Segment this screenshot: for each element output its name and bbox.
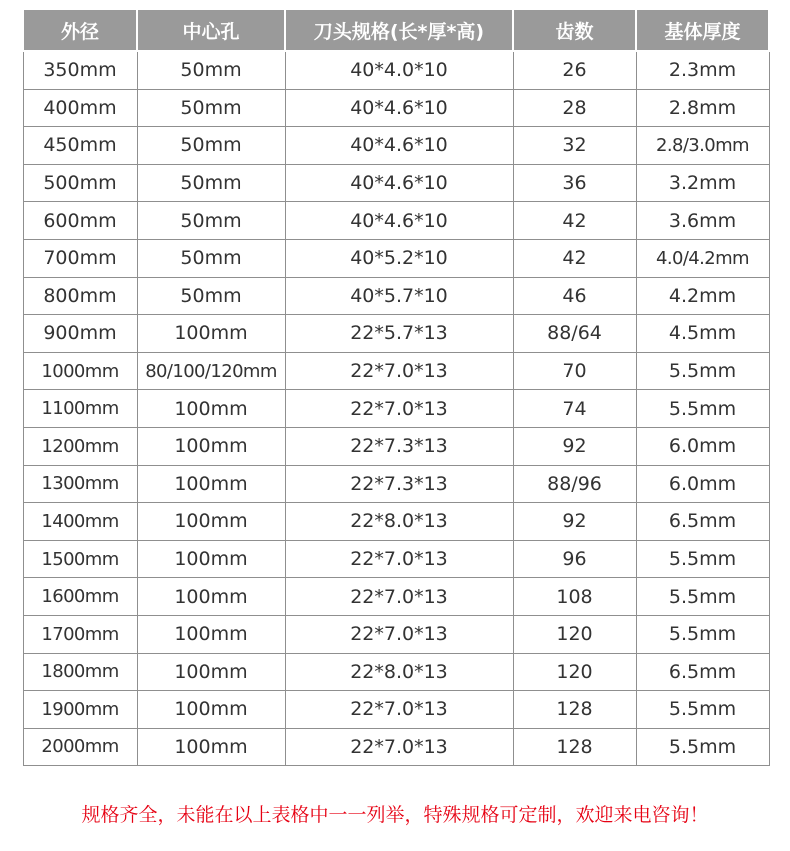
cell-teeth-count: 120 [513,615,636,653]
cell-outer-diameter: 900mm [23,315,137,353]
cell-outer-diameter: 450mm [23,127,137,165]
table-row [23,691,769,729]
table-row [23,202,769,240]
cell-segment-spec: 22*7.3*13 [285,465,513,503]
cell-segment-spec: 22*7.0*13 [285,728,513,766]
cell-outer-diameter: 1100mm [23,390,137,428]
cell-base-thickness: 5.5mm [636,352,769,390]
cell-base-thickness: 5.5mm [636,390,769,428]
spec-table [22,8,770,766]
cell-teeth-count: 36 [513,164,636,202]
cell-center-hole: 100mm [137,390,285,428]
cell-outer-diameter: 1200mm [23,427,137,465]
cell-outer-diameter: 700mm [23,239,137,277]
cell-outer-diameter: 1800mm [23,653,137,691]
cell-center-hole: 100mm [137,465,285,503]
cell-base-thickness: 2.8mm [636,89,769,127]
cell-segment-spec: 22*7.0*13 [285,540,513,578]
cell-base-thickness: 5.5mm [636,728,769,766]
cell-segment-spec: 40*5.7*10 [285,277,513,315]
header-outer-diameter: 外径 [23,9,137,51]
table-row [23,427,769,465]
cell-teeth-count: 74 [513,390,636,428]
table-row [23,653,769,691]
table-row [23,728,769,766]
cell-base-thickness: 5.5mm [636,615,769,653]
cell-outer-diameter: 1300mm [23,465,137,503]
cell-outer-diameter: 350mm [23,51,137,89]
table-row [23,465,769,503]
table-row [23,503,769,541]
cell-center-hole: 100mm [137,653,285,691]
cell-base-thickness: 6.5mm [636,653,769,691]
cell-base-thickness: 3.6mm [636,202,769,240]
table-row [23,164,769,202]
cell-teeth-count: 120 [513,653,636,691]
cell-segment-spec: 40*4.6*10 [285,202,513,240]
cell-base-thickness: 4.0/4.2mm [636,239,769,277]
cell-center-hole: 100mm [137,615,285,653]
cell-segment-spec: 22*7.0*13 [285,352,513,390]
cell-base-thickness: 5.5mm [636,691,769,729]
table-row [23,127,769,165]
cell-outer-diameter: 500mm [23,164,137,202]
cell-center-hole: 100mm [137,691,285,729]
cell-center-hole: 50mm [137,239,285,277]
cell-center-hole: 100mm [137,503,285,541]
cell-teeth-count: 46 [513,277,636,315]
cell-base-thickness: 2.3mm [636,51,769,89]
cell-outer-diameter: 1600mm [23,578,137,616]
cell-base-thickness: 6.0mm [636,427,769,465]
table-row [23,277,769,315]
cell-base-thickness: 4.2mm [636,277,769,315]
cell-center-hole: 50mm [137,51,285,89]
cell-center-hole: 50mm [137,202,285,240]
cell-center-hole: 100mm [137,540,285,578]
cell-center-hole: 50mm [137,127,285,165]
cell-center-hole: 100mm [137,728,285,766]
cell-teeth-count: 128 [513,691,636,729]
header-base-thickness: 基体厚度 [636,9,769,51]
footer-note: 规格齐全，未能在以上表格中一一列举，特殊规格可定制，欢迎来电咨询！ [81,804,709,826]
header-segment-spec: 刀头规格(长*厚*高) [285,9,513,51]
cell-base-thickness: 5.5mm [636,540,769,578]
table-row [23,89,769,127]
table-row [23,315,769,353]
cell-segment-spec: 40*5.2*10 [285,239,513,277]
cell-teeth-count: 26 [513,51,636,89]
cell-segment-spec: 22*7.0*13 [285,615,513,653]
table-row [23,615,769,653]
cell-teeth-count: 92 [513,503,636,541]
cell-outer-diameter: 800mm [23,277,137,315]
header-center-hole: 中心孔 [137,9,285,51]
cell-segment-spec: 22*8.0*13 [285,653,513,691]
cell-segment-spec: 40*4.6*10 [285,127,513,165]
cell-outer-diameter: 2000mm [23,728,137,766]
table-row [23,540,769,578]
cell-outer-diameter: 1700mm [23,615,137,653]
header-teeth-count: 齿数 [513,9,636,51]
cell-teeth-count: 108 [513,578,636,616]
cell-base-thickness: 6.0mm [636,465,769,503]
cell-center-hole: 100mm [137,315,285,353]
cell-teeth-count: 96 [513,540,636,578]
cell-center-hole: 100mm [137,578,285,616]
cell-segment-spec: 22*7.3*13 [285,427,513,465]
cell-segment-spec: 22*7.0*13 [285,578,513,616]
cell-base-thickness: 6.5mm [636,503,769,541]
cell-teeth-count: 42 [513,202,636,240]
cell-segment-spec: 40*4.0*10 [285,51,513,89]
cell-segment-spec: 22*8.0*13 [285,503,513,541]
cell-outer-diameter: 1900mm [23,691,137,729]
table-row [23,578,769,616]
cell-base-thickness: 5.5mm [636,578,769,616]
cell-segment-spec: 40*4.6*10 [285,89,513,127]
cell-center-hole: 50mm [137,164,285,202]
cell-outer-diameter: 600mm [23,202,137,240]
cell-segment-spec: 40*4.6*10 [285,164,513,202]
cell-teeth-count: 128 [513,728,636,766]
cell-teeth-count: 42 [513,239,636,277]
cell-center-hole: 50mm [137,89,285,127]
cell-teeth-count: 88/64 [513,315,636,353]
cell-base-thickness: 2.8/3.0mm [636,127,769,165]
cell-segment-spec: 22*7.0*13 [285,390,513,428]
cell-outer-diameter: 1400mm [23,503,137,541]
header-row [23,9,769,51]
cell-outer-diameter: 1500mm [23,540,137,578]
cell-base-thickness: 3.2mm [636,164,769,202]
cell-teeth-count: 88/96 [513,465,636,503]
table-row [23,51,769,89]
table-row [23,390,769,428]
cell-teeth-count: 70 [513,352,636,390]
cell-segment-spec: 22*5.7*13 [285,315,513,353]
cell-center-hole: 50mm [137,277,285,315]
cell-segment-spec: 22*7.0*13 [285,691,513,729]
cell-teeth-count: 92 [513,427,636,465]
table-row [23,352,769,390]
table-row [23,239,769,277]
cell-outer-diameter: 400mm [23,89,137,127]
cell-teeth-count: 28 [513,89,636,127]
cell-base-thickness: 4.5mm [636,315,769,353]
cell-teeth-count: 32 [513,127,636,165]
cell-outer-diameter: 1000mm [23,352,137,390]
cell-center-hole: 80/100/120mm [137,352,285,390]
cell-center-hole: 100mm [137,427,285,465]
